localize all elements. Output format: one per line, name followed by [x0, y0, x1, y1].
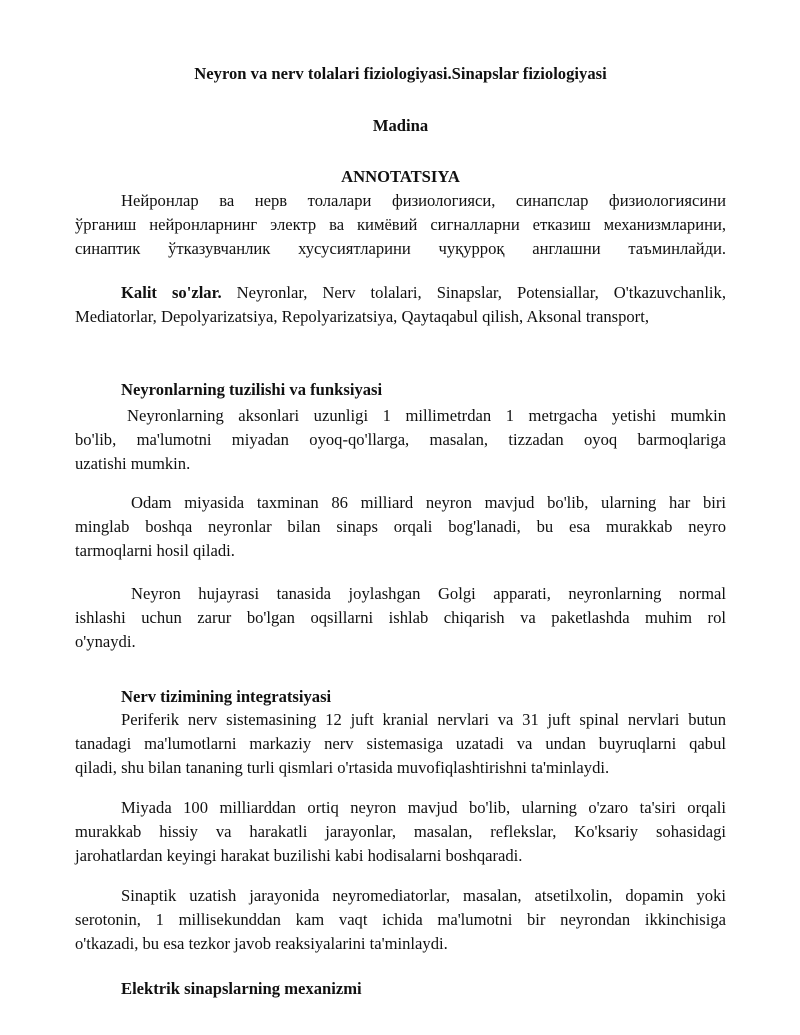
text-line: Sinaptik uzatish jarayonida neyromediatorlar, masalan, atsetilxolin, dopamin yoki — [121, 886, 726, 905]
text-line: Neyron hujayrasi tanasida joylashgan Golgi apparati, neyronlarning normal — [131, 584, 726, 603]
section1-paragraph-3 — [75, 582, 726, 654]
section1-paragraph-2 — [75, 491, 726, 563]
section-heading-electrical-synapses: Elektrik sinapslarning mexanizmi — [121, 979, 362, 998]
text-line: Нейронлар ва нерв толалари физиологияси, синапслар физиологиясини — [121, 191, 726, 210]
text-line: Neyronlarning aksonlari uzunligi 1 millimetrdan 1 metrgacha yetishi mumkin — [127, 406, 726, 425]
annotation-paragraph — [75, 189, 726, 261]
text-line: jarohatlardan keyingi harakat buzilishi kabi hodisalarni boshqaradi. — [75, 846, 523, 865]
text-line: uzatishi mumkin. — [75, 454, 191, 473]
text-line: tanadagi ma'lumotlarni markaziy nerv sistemasiga uzatadi va undan buyruqlarni qabul — [75, 734, 726, 753]
text-line: o'ynaydi. — [75, 632, 136, 651]
text-line: ўрганиш нейронларнинг электр ва кимёвий сигналларни етказиш механизмларини, — [75, 215, 726, 234]
keywords-text: Neyronlar, Nerv tolalari, Sinapslar, Potensiallar, O'tkazuvchanlik, — [221, 283, 726, 302]
text-line: serotonin, 1 millisekunddan kam vaqt ichida ma'lumotni bir neyrondan ikkinchisiga — [75, 910, 726, 929]
text-line: tarmoqlarni hosil qiladi. — [75, 541, 235, 560]
section-heading-structure: Neyronlarning tuzilishi va funksiyasi — [121, 380, 383, 399]
keywords-label: Kalit so'zlar. — [121, 283, 222, 302]
section1-paragraph-1 — [75, 404, 726, 476]
text-line: qiladi, shu bilan tananing turli qismlari o'rtasida muvofiqlashtirishni ta'minlaydi. — [75, 758, 610, 777]
document-title: Neyron va nerv tolalari fiziologiyasi.Sinapslar fiziologiyasi — [194, 64, 607, 83]
text-line: o'tkazadi, bu esa tezkor javob reaksiyalarini ta'minlaydi. — [75, 934, 448, 953]
section2-paragraph-1 — [75, 708, 726, 780]
text-line — [75, 281, 726, 305]
text-line: bo'lib, ma'lumotni miyadan oyoq-qo'llarga, masalan, tizzadan oyoq barmoqlariga — [75, 430, 726, 449]
section2-paragraph-3 — [75, 884, 726, 956]
section-heading-integration: Nerv tizimining integratsiyasi — [121, 687, 332, 706]
author-name: Madina — [372, 116, 429, 135]
text-line: Mediatorlar, Depolyarizatsiya, Repolyarizatsiya, Qaytaqabul qilish, Aksonal transport, — [75, 307, 649, 326]
text-line: ishlashi uchun zarur bo'lgan oqsillarni ishlab chiqarish va paketlashda muhim rol — [75, 608, 726, 627]
text-line: Odam miyasida taxminan 86 milliard neyron mavjud bo'lib, ularning har biri — [131, 493, 726, 512]
keywords-paragraph — [75, 281, 726, 329]
annotation-heading: ANNOTATSIYA — [341, 167, 460, 186]
text-line: Periferik nerv sistemasining 12 juft kranial nervlari va 31 juft spinal nervlari butun — [121, 710, 726, 729]
text-line: Miyada 100 milliarddan ortiq neyron mavjud bo'lib, ularning o'zaro ta'siri orqali — [121, 798, 726, 817]
text-line: minglab boshqa neyronlar bilan sinaps orqali bog'lanadi, bu esa murakkab neyro — [75, 517, 726, 536]
section2-paragraph-2 — [75, 796, 726, 868]
text-line: синаптик ўтказувчанлик хусусиятларини чуқурроқ англашни таъминлайди. — [75, 239, 726, 258]
text-line: murakkab hissiy va harakatli jarayonlar, masalan, reflekslar, Ko'ksariy sohasidagi — [75, 822, 726, 841]
